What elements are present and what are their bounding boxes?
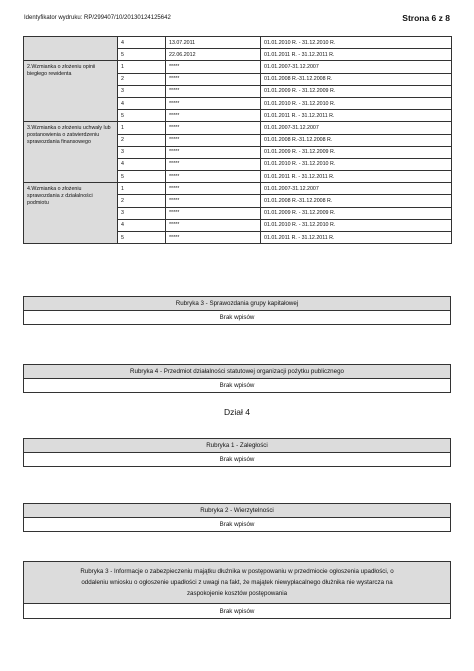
table-row [24, 61, 452, 73]
row-number-cell: 4 [118, 158, 166, 170]
period-cell: 01.01.2009 R. - 31.12.2009 R. [261, 207, 452, 219]
rubryka-3-section [23, 296, 451, 325]
period-cell: 01.01.2011 R. - 31.12.2011 R. [261, 232, 452, 244]
row-number-cell: 5 [118, 232, 166, 244]
section-title-line: zaspokojenie kosztów postępowania [186, 590, 288, 597]
period-cell: 01.01.2010 R. - 31.12.2010 R. [261, 97, 452, 109]
date-cell: ***** [166, 146, 261, 158]
period-cell: 01.01.2011 R. - 31.12.2011 R. [261, 110, 452, 122]
row-number-cell: 5 [118, 110, 166, 122]
period-cell: 01.01.2009 R. - 31.12.2009 R. [261, 85, 452, 97]
section-value: Brak wpisów [219, 607, 255, 615]
period-cell: 01.01.2010 R. - 31.12.2010 R. [261, 37, 452, 49]
date-cell: ***** [166, 207, 261, 219]
section-title: Rubryka 1 - Zaległości [24, 439, 450, 453]
row-number-cell: 4 [118, 219, 166, 231]
date-cell: ***** [166, 97, 261, 109]
date-cell: ***** [166, 158, 261, 170]
period-cell: 01.01.2011 R. - 31.12.2011 R. [261, 49, 452, 61]
group-label-cell: 3.Wzmianka o złożeniu uchwały lub postanowienia o zatwierdzeniu sprawozdania finansowego [24, 122, 118, 183]
section-title: Rubryka 4 - Przedmiot działalności statutowej organizacji pożytku publicznego [24, 365, 450, 379]
dzial-4-heading: Dział 4 [224, 407, 250, 417]
row-number-cell: 2 [118, 134, 166, 146]
section-title [24, 562, 450, 604]
group-label-cell: 4.Wzmianka o złożeniu sprawozdania z działalności podmiotu [24, 183, 118, 244]
row-number-cell: 2 [118, 73, 166, 85]
date-cell: ***** [166, 73, 261, 85]
date-cell: ***** [166, 61, 261, 73]
section-value: Brak wpisów [219, 521, 255, 528]
date-cell: 22.06.2012 [166, 49, 261, 61]
section-title-line: Rubryka 3 - Informacje o zabezpieczeniu majątku dłużnika w postępowaniu w przedmiocie ogłoszenia upadłości, o [80, 568, 394, 575]
wierzytelnosci-section [23, 503, 451, 532]
period-cell: 01.01.2007-31.12.2007 [261, 183, 452, 195]
page-number: Strona 6 z 8 [402, 13, 450, 23]
period-cell: 01.01.2007-31.12.2007 [261, 61, 452, 73]
upadlosc-section [23, 561, 451, 619]
date-cell: ***** [166, 85, 261, 97]
date-cell: ***** [166, 232, 261, 244]
period-cell: 01.01.2007-31.12.2007 [261, 122, 452, 134]
date-cell: ***** [166, 110, 261, 122]
print-identifier: Identyfikator wydruku: RP/299407/10/20130124125642 [24, 15, 171, 21]
period-cell: 01.01.2008 R.-31.12.2008 R. [261, 195, 452, 207]
section-value: Brak wpisów [219, 456, 255, 463]
date-cell: 13.07.2011 [166, 37, 261, 49]
date-cell: ***** [166, 219, 261, 231]
reports-table [23, 36, 452, 244]
row-number-cell: 3 [118, 146, 166, 158]
row-number-cell: 3 [118, 85, 166, 97]
zaleglosci-section [23, 438, 451, 467]
date-cell: ***** [166, 183, 261, 195]
row-number-cell: 1 [118, 61, 166, 73]
date-cell: ***** [166, 171, 261, 183]
table-row [24, 37, 452, 49]
section-value: Brak wpisów [219, 314, 255, 321]
table-row [24, 183, 452, 195]
page-header [24, 14, 450, 26]
period-cell: 01.01.2010 R. - 31.12.2010 R. [261, 158, 452, 170]
section-title: Rubryka 3 - Sprawozdania grupy kapitałowej [24, 297, 450, 311]
group-label-cell: 2.Wzmianka o złożeniu opinii biegłego rewidenta [24, 61, 118, 122]
table-row [24, 122, 452, 134]
row-number-cell: 4 [118, 97, 166, 109]
date-cell: ***** [166, 134, 261, 146]
group-label-cell [24, 37, 118, 61]
row-number-cell: 1 [118, 122, 166, 134]
row-number-cell: 1 [118, 183, 166, 195]
period-cell: 01.01.2008 R.-31.12.2008 R. [261, 73, 452, 85]
period-cell: 01.01.2008 R.-31.12.2008 R. [261, 134, 452, 146]
period-cell: 01.01.2011 R. - 31.12.2011 R. [261, 171, 452, 183]
rubryka-4-section [23, 364, 451, 393]
section-value: Brak wpisów [219, 382, 255, 389]
row-number-cell: 3 [118, 207, 166, 219]
row-number-cell: 5 [118, 171, 166, 183]
row-number-cell: 2 [118, 195, 166, 207]
period-cell: 01.01.2009 R. - 31.12.2009 R. [261, 146, 452, 158]
row-number-cell: 5 [118, 49, 166, 61]
section-title: Rubryka 2 - Wierzytelności [24, 504, 450, 518]
period-cell: 01.01.2010 R. - 31.12.2010 R. [261, 219, 452, 231]
date-cell: ***** [166, 122, 261, 134]
section-title-line: oddaleniu wniosku o ogłoszenie upadłości z uwagi na fakt, że majątek niewypłacalnego dłużnika nie wystarcza na [81, 579, 393, 586]
date-cell: ***** [166, 195, 261, 207]
row-number-cell: 4 [118, 37, 166, 49]
